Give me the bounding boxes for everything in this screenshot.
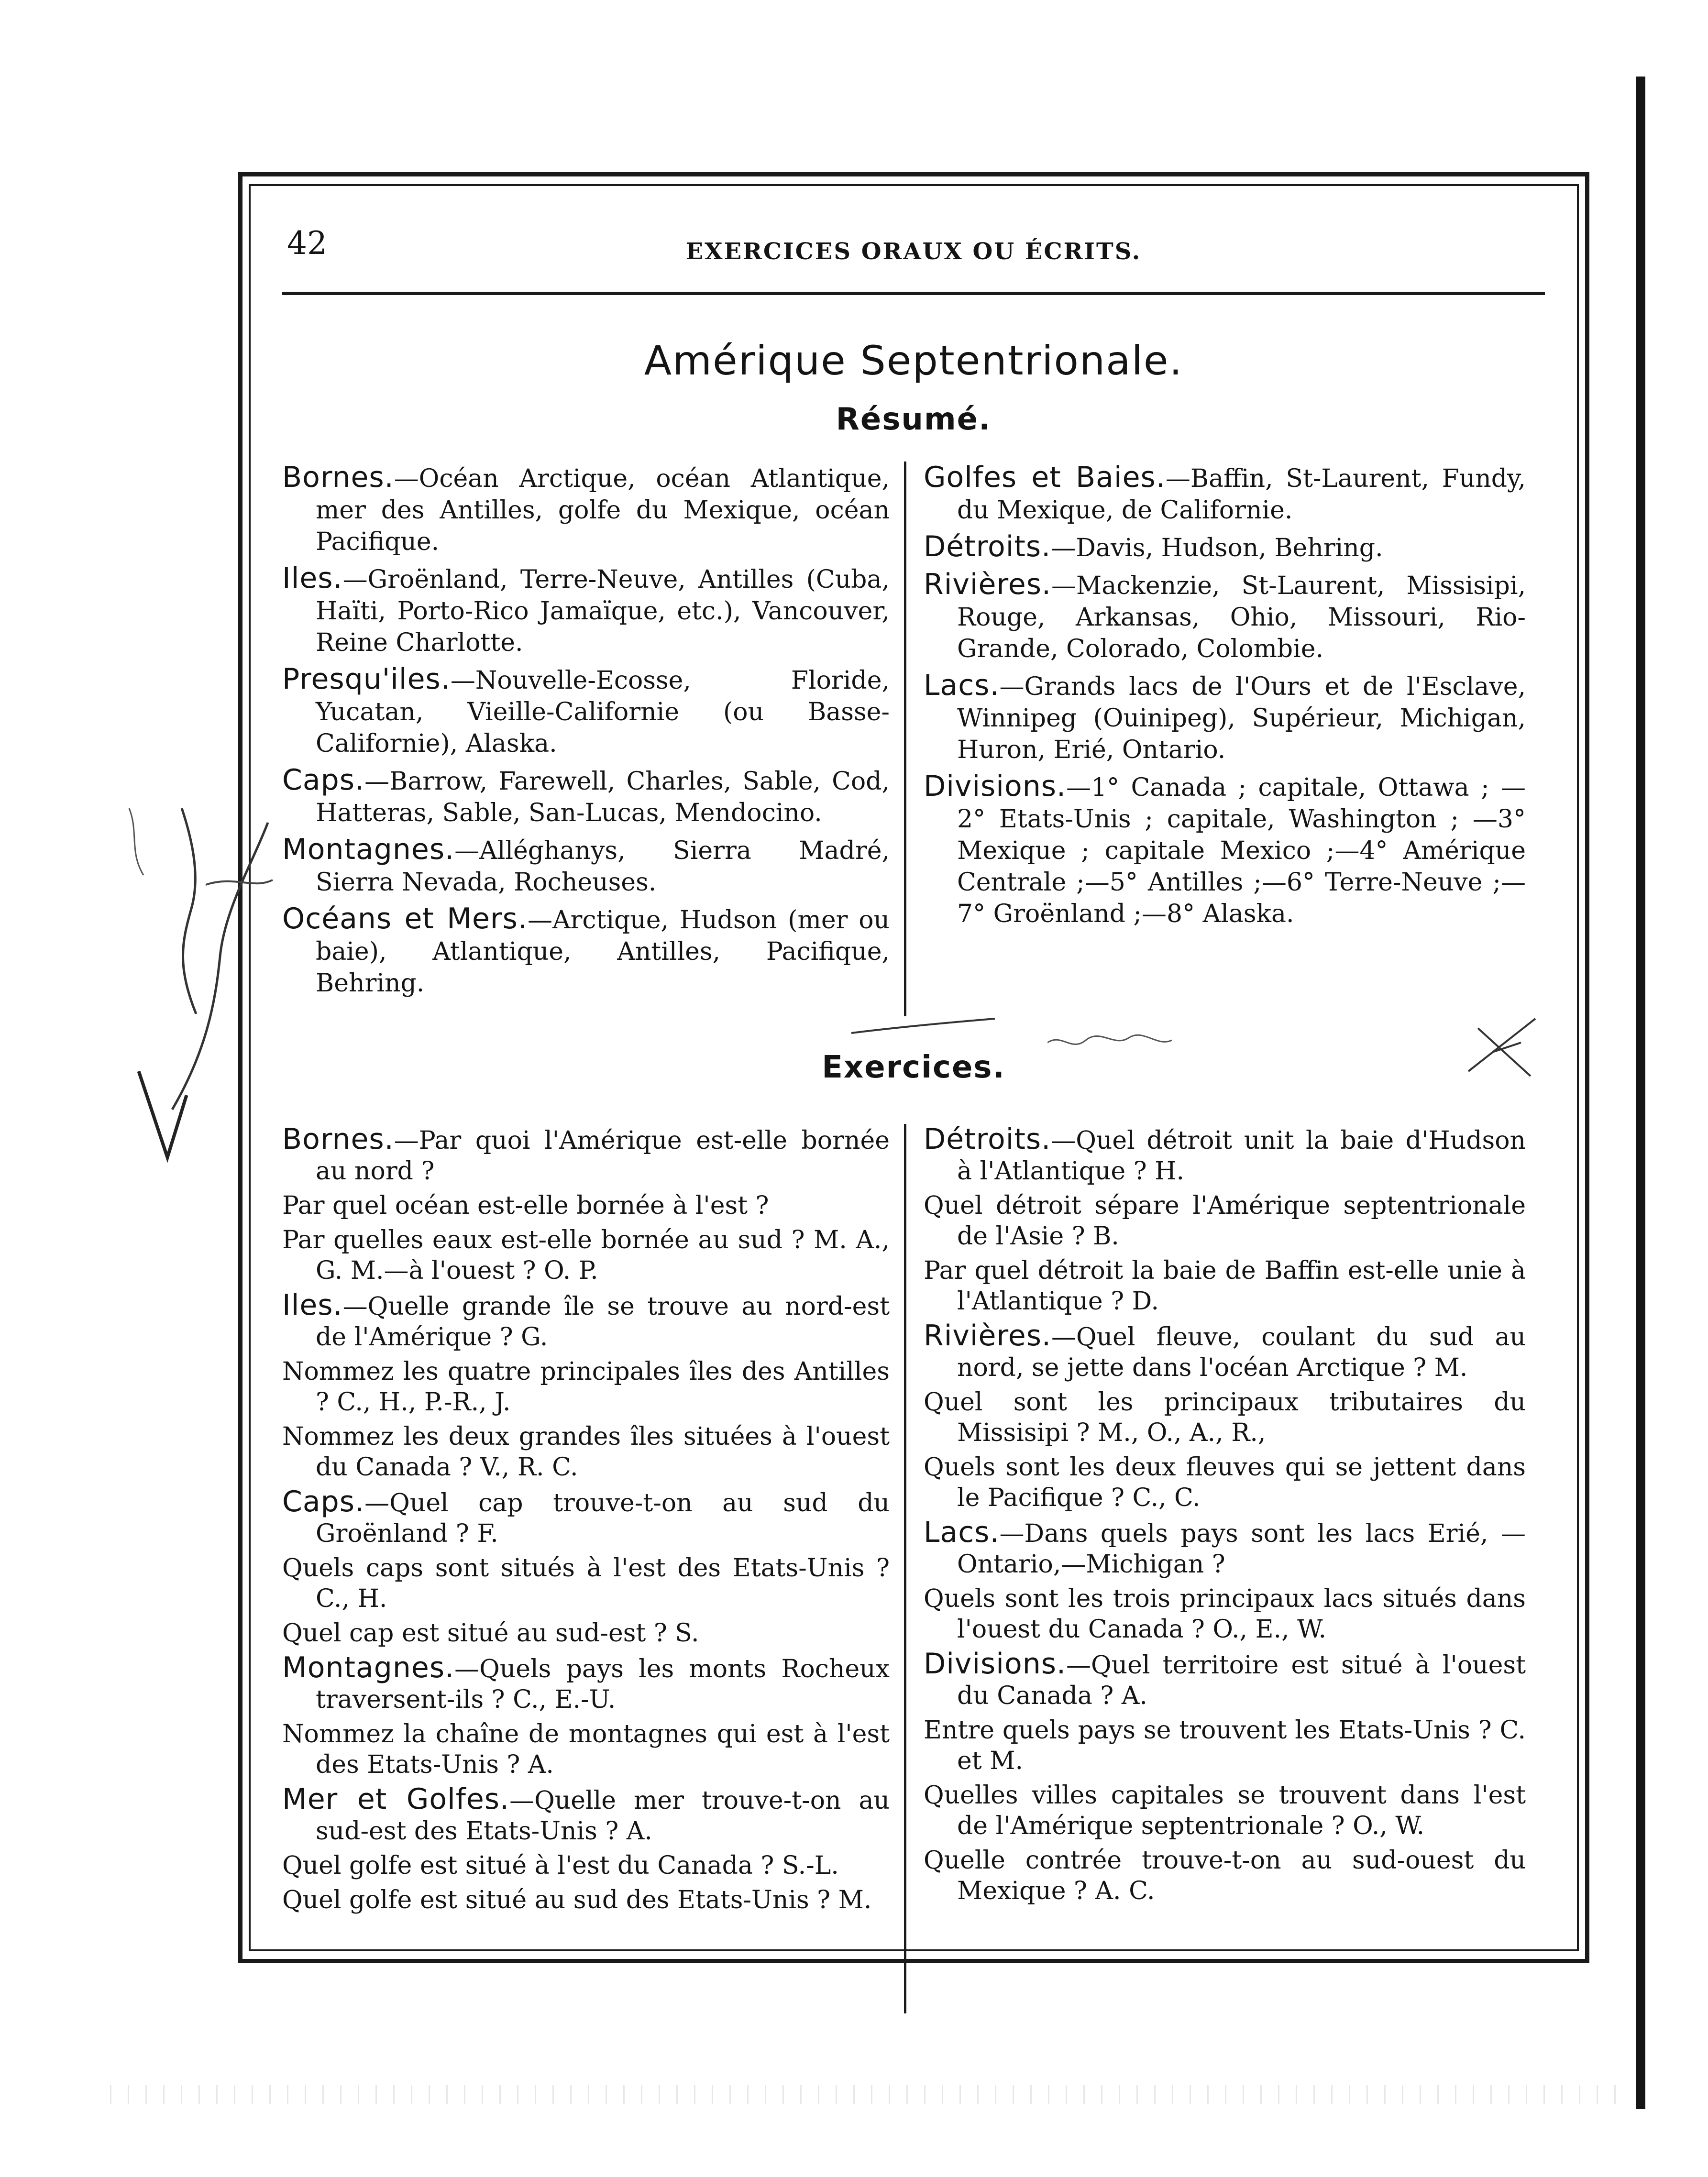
resume-left-label: Océans et Mers. <box>282 902 528 935</box>
resume-left-text: —Arctique, Hudson (mer ou baie), Atlantique, Antilles, Pacifique, Behring. <box>316 906 890 998</box>
pen-stroke-mark <box>851 1014 995 1043</box>
exercice-right-text: Quelles villes capitales se trouvent dans l'est de l'Amérique septentrionale ? O., W. <box>924 1781 1526 1840</box>
exercice-right-entry <box>924 1124 1526 1187</box>
exercice-left-entry <box>282 1652 890 1715</box>
exercice-left-text: —Par quoi l'Amérique est-elle bornée au nord ? <box>316 1126 890 1186</box>
exercice-left-entry <box>282 1553 890 1614</box>
exercice-left-text: Quel golfe est situé au sud des Etats-Unis ? M. <box>282 1886 872 1914</box>
exercice-left-entry <box>282 1190 890 1221</box>
exercices-columns <box>282 1124 1545 2013</box>
resume-left-entry <box>282 834 890 898</box>
resume-left-entry <box>282 663 890 759</box>
exercice-left-entry <box>282 1290 890 1352</box>
resume-heading: Résumé. <box>836 402 992 437</box>
running-head: EXERCICES ORAUX OU ÉCRITS. <box>685 238 1142 265</box>
resume-right-text: —1° Canada ; capitale, Ottawa ; —2° Etats-Unis ; capitale, Washington ; —3° Mexique ; capitale Mexico ;—4° Amérique Centrale ;—5° Antilles ;—6° Terre-Neuve ;—7° Groënland ;—8° Alaska. <box>957 773 1526 928</box>
exercice-left-entry <box>282 1719 890 1780</box>
exercice-left-text: Nommez les deux grandes îles situées à l'ouest du Canada ? V., R. C. <box>282 1422 890 1482</box>
header-rule <box>282 292 1545 295</box>
exercice-right-text: —Quel territoire est situé à l'ouest du Canada ? A. <box>957 1651 1526 1710</box>
exercices-right-column <box>904 1124 1526 2013</box>
resume-left-text: —Alléghanys, Sierra Madré, Sierra Nevada, Rocheuses. <box>316 836 890 897</box>
exercice-right-label: Rivières. <box>924 1319 1052 1352</box>
exercice-right-entry <box>924 1190 1526 1252</box>
exercice-left-label: Bornes. <box>282 1122 394 1156</box>
exercice-right-text: —Dans quels pays sont les lacs Erié, —Ontario,—Michigan ? <box>957 1519 1526 1579</box>
exercice-right-entry <box>924 1649 1526 1711</box>
exercice-left-entry <box>282 1784 890 1847</box>
exercice-right-text: —Quel fleuve, coulant du sud au nord, se jette dans l'océan Arctique ? M. <box>957 1323 1526 1382</box>
resume-left-label: Montagnes. <box>282 833 455 866</box>
resume-left-column <box>282 462 904 1016</box>
exercice-left-label: Mer et Golfes. <box>282 1782 510 1816</box>
exercice-right-entry <box>924 1583 1526 1645</box>
exercice-right-entry <box>924 1452 1526 1513</box>
resume-right-text: —Davis, Hudson, Behring. <box>1051 534 1383 562</box>
exercice-right-entry <box>924 1715 1526 1776</box>
exercices-left-column <box>282 1124 904 2013</box>
resume-left-label: Presqu'iles. <box>282 662 451 696</box>
resume-right-text: —Grands lacs de l'Ours et de l'Esclave, Winnipeg (Ouinipeg), Supérieur, Michigan, Huron, Erié, Ontario. <box>957 672 1526 764</box>
exercice-left-text: Nommez les quatre principales îles des Antilles ? C., H., P.-R., J. <box>282 1357 890 1417</box>
resume-right-column <box>904 462 1526 1016</box>
exercice-left-text: Quels caps sont situés à l'est des Etats-Unis ? C., H. <box>282 1554 890 1613</box>
exercice-left-label: Montagnes. <box>282 1651 455 1684</box>
resume-left-label: Iles. <box>282 561 343 595</box>
page-number: 42 <box>287 225 327 262</box>
exercice-left-entry <box>282 1850 890 1881</box>
exercice-right-entry <box>924 1845 1526 1906</box>
exercice-left-entry <box>282 1486 890 1549</box>
exercice-right-entry <box>924 1255 1526 1317</box>
exercice-right-label: Lacs. <box>924 1516 1000 1549</box>
resume-left-entry <box>282 562 890 659</box>
exercice-right-entry <box>924 1320 1526 1383</box>
page-edge-shadow <box>1636 77 1645 2109</box>
page-title: Amérique Septentrionale. <box>644 337 1183 384</box>
resume-left-label: Bornes. <box>282 461 394 494</box>
exercice-right-entry <box>924 1517 1526 1580</box>
exercice-left-text: —Quels pays les monts Rocheux traversent-ils ? C., E.-U. <box>316 1655 890 1714</box>
resume-left-entry <box>282 764 890 829</box>
resume-left-text: —Nouvelle-Ecosse, Floride, Yucatan, Vieille-Californie (ou Basse-Californie), Alaska. <box>316 666 890 758</box>
exercice-left-entry <box>282 1618 890 1649</box>
exercice-left-entry <box>282 1225 890 1286</box>
exercice-left-text: —Quelle grande île se trouve au nord-est de l'Amérique ? G. <box>316 1292 890 1352</box>
exercice-right-text: Quels sont les trois principaux lacs situés dans l'ouest du Canada ? O., E., W. <box>924 1584 1526 1644</box>
resume-left-label: Caps. <box>282 763 365 797</box>
exercice-left-label: Caps. <box>282 1485 365 1518</box>
exercice-right-text: Quels sont les deux fleuves qui se jettent dans le Pacifique ? C., C. <box>924 1453 1526 1512</box>
exercice-right-text: Quel détroit sépare l'Amérique septentrionale de l'Asie ? B. <box>924 1191 1526 1251</box>
resume-right-label: Divisions. <box>924 770 1067 803</box>
exercices-heading: Exercices. <box>822 1050 1005 1085</box>
exercice-left-text: Par quel océan est-elle bornée à l'est ? <box>282 1191 769 1220</box>
exercice-left-entry <box>282 1124 890 1187</box>
exercice-right-entry <box>924 1387 1526 1448</box>
exercice-left-entry <box>282 1356 890 1418</box>
resume-right-text: —Mackenzie, St-Laurent, Missisipi, Rouge, Arkansas, Ohio, Missouri, Rio-Grande, Colorado, Colombie. <box>957 572 1526 663</box>
exercice-right-text: Quelle contrée trouve-t-on au sud-ouest du Mexique ? A. C. <box>924 1846 1526 1905</box>
resume-right-entry <box>924 462 1526 526</box>
resume-left-text: —Groënland, Terre-Neuve, Antilles (Cuba, Haïti, Porto-Rico Jamaïque, etc.), Vancouver, Reine Charlotte. <box>316 565 890 657</box>
exercice-right-text: Quel sont les principaux tributaires du Missisipi ? M., O., A., R., <box>924 1388 1526 1447</box>
page-header <box>282 210 1545 282</box>
resume-right-entry <box>924 770 1526 930</box>
resume-left-entry <box>282 903 890 999</box>
exercice-left-text: —Quelle mer trouve-t-on au sud-est des Etats-Unis ? A. <box>316 1786 890 1846</box>
resume-right-label: Golfes et Baies. <box>924 461 1166 494</box>
exercice-left-text: —Quel cap trouve-t-on au sud du Groënland ? F. <box>316 1489 890 1548</box>
exercice-right-text: —Quel détroit unit la baie d'Hudson à l'Atlantique ? H. <box>957 1126 1526 1186</box>
exercice-left-text: Quel cap est situé au sud-est ? S. <box>282 1619 699 1648</box>
exercice-right-text: Entre quels pays se trouvent les Etats-Unis ? C. et M. <box>924 1716 1526 1775</box>
exercice-left-text: Par quelles eaux est-elle bornée au sud ? M. A., G. M.—à l'ouest ? O. P. <box>282 1226 890 1285</box>
exercice-left-text: Quel golfe est situé à l'est du Canada ? S.-L. <box>282 1851 839 1880</box>
resume-right-text: —Baffin, St-Laurent, Fundy, du Mexique, de Californie. <box>957 464 1526 525</box>
resume-right-label: Lacs. <box>924 669 1000 702</box>
exercice-right-text: Par quel détroit la baie de Baffin est-elle unie à l'Atlantique ? D. <box>924 1256 1526 1316</box>
resume-left-entry <box>282 462 890 558</box>
exercice-left-entry <box>282 1421 890 1483</box>
scan-speckle <box>110 2085 1617 2104</box>
resume-right-entry <box>924 531 1526 564</box>
resume-left-text: —Océan Arctique, océan Atlantique, mer des Antilles, golfe du Mexique, océan Pacifique. <box>316 464 890 556</box>
exercice-right-entry <box>924 1780 1526 1841</box>
exercice-left-text: Nommez la chaîne de montagnes qui est à l'est des Etats-Unis ? A. <box>282 1720 890 1779</box>
resume-right-label: Rivières. <box>924 568 1052 601</box>
resume-columns <box>282 462 1545 1016</box>
resume-right-entry <box>924 670 1526 766</box>
resume-right-entry <box>924 569 1526 665</box>
exercice-right-label: Divisions. <box>924 1647 1067 1681</box>
exercice-left-entry <box>282 1885 890 1915</box>
handwritten-annotation-left <box>110 765 311 1220</box>
exercice-left-label: Iles. <box>282 1288 343 1322</box>
exercice-right-label: Détroits. <box>924 1122 1051 1156</box>
page-content <box>282 210 1545 1914</box>
resume-right-label: Détroits. <box>924 530 1051 563</box>
resume-left-text: —Barrow, Farewell, Charles, Sable, Cod, Hatteras, Sable, San-Lucas, Mendocino. <box>316 767 890 827</box>
